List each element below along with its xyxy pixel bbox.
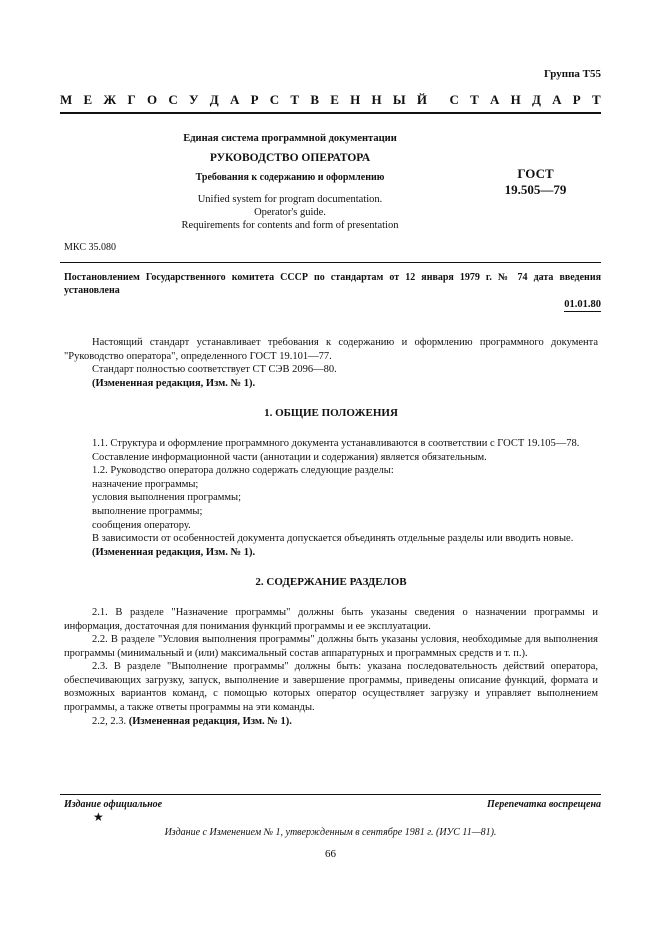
clause-refs: 2.2, 2.3. bbox=[92, 715, 127, 727]
banner-letter: Т bbox=[591, 92, 601, 107]
paragraph: Стандарт полностью соответствует СТ СЭВ 2096—80. bbox=[92, 364, 337, 376]
title-block bbox=[120, 133, 460, 232]
banner-letter: Е bbox=[83, 92, 93, 107]
body-text bbox=[64, 336, 598, 728]
banner-letter: Н bbox=[350, 92, 361, 107]
banner-letter: У bbox=[189, 92, 199, 107]
gost-code: 19.505—79 bbox=[504, 182, 567, 197]
banner-letter: А bbox=[489, 92, 500, 107]
banner-letter: С bbox=[269, 92, 280, 107]
list-item: выполнение программы; bbox=[92, 505, 203, 517]
list-item: сообщения оператору. bbox=[92, 519, 191, 531]
amendment-note: (Измененная редакция, Изм. № 1). bbox=[92, 377, 256, 389]
official-edition: Издание официальное bbox=[64, 799, 163, 810]
amendment-note: (Измененная редакция, Изм. № 1). bbox=[92, 546, 256, 558]
banner-letter: С bbox=[449, 92, 459, 107]
clause-2-1: 2.1. В разделе "Назначение программы" должны быть указаны сведения о назначении программы и информация, достаточная для понимания функций программы и ее эксплуатации. bbox=[64, 606, 598, 632]
banner-letter: О bbox=[147, 92, 158, 107]
banner-letter: Т bbox=[470, 92, 479, 107]
clause-1-2: 1.2. Руководство оператора должно содержать следующие разделы: bbox=[92, 465, 394, 477]
document-title: РУКОВОДСТВО ОПЕРАТОРА bbox=[209, 152, 371, 164]
paragraph: В зависимости от особенностей документа допускается объединять отдельные разделы или вводить новые. bbox=[92, 533, 574, 545]
banner-letter: Г bbox=[127, 92, 136, 107]
banner-letter: А bbox=[552, 92, 562, 107]
edition-note: Издание с Изменением № 1, утвержденным в сентябре 1981 г. (ИУС 11—81). bbox=[164, 827, 497, 838]
header-rule bbox=[60, 262, 601, 263]
banner-letter: Р bbox=[250, 92, 259, 107]
clause-2-3: 2.3. В разделе "Выполнение программы" должны быть: указана последовательность действий оператора, обеспечивающих загрузку, запуск, выполнение и завершение программы, приведены описание функций, формата и возможных вариантов команд, с помощью которых оператор осуществляет загрузку и управляет выполнением программы, а также ответы программы на эти команды. bbox=[64, 661, 598, 714]
amendment-note bbox=[64, 715, 598, 729]
system-name: Единая система программной документации bbox=[183, 133, 397, 144]
banner-letter: Ы bbox=[392, 92, 406, 107]
document-subtitle: Требования к содержанию и оформлению bbox=[195, 172, 385, 183]
banner-letter: Й bbox=[416, 92, 427, 107]
section-heading-2: 2. СОДЕРЖАНИЕ РАЗДЕЛОВ bbox=[255, 576, 407, 589]
gost-number bbox=[488, 166, 583, 198]
banner-letter: В bbox=[310, 92, 319, 107]
amendment-label: (Измененная редакция, Изм. № 1). bbox=[128, 715, 292, 727]
clause-2-2: 2.2. В разделе "Условия выполнения программы" должны быть указаны условия, необходимые для выполнения программы (минимальный и (или) максимальный состав аппаратурных и программных средств и т. п.). bbox=[64, 634, 598, 659]
banner-letter: С bbox=[168, 92, 178, 107]
banner-letter: М bbox=[60, 92, 73, 107]
list-item: назначение программы; bbox=[92, 478, 199, 490]
list-item: условия выполнения программы; bbox=[92, 492, 241, 504]
banner-rule bbox=[60, 112, 601, 114]
banner-letter: Р bbox=[572, 92, 581, 107]
banner-letter: Ж bbox=[103, 92, 117, 107]
english-title-3: Requirements for contents and form of presentation bbox=[181, 220, 399, 231]
clause-1-1: 1.1. Структура и оформление программного документа устанавливаются в соответствии с ГОСТ 19.105—78. bbox=[92, 437, 580, 449]
page-number: 66 bbox=[325, 848, 336, 860]
banner-letter: Н bbox=[371, 92, 382, 107]
decree-text: Постановлением Государственного комитета СССР по стандартам от 12 января 1979 г. № 74 дата введения установлена bbox=[64, 272, 601, 296]
intro-date: 01.01.80 bbox=[564, 299, 601, 310]
mks-code: МКС 35.080 bbox=[64, 242, 116, 253]
banner-letter: Н bbox=[510, 92, 521, 107]
reprint-prohibited: Перепечатка воспрещена bbox=[487, 799, 601, 810]
standard-banner bbox=[60, 92, 601, 108]
english-title-1: Unified system for program documentation. bbox=[197, 194, 383, 205]
star-icon: ★ bbox=[93, 810, 104, 824]
banner-letter: Т bbox=[290, 92, 300, 107]
banner-letter: Д bbox=[531, 92, 541, 107]
banner-letter: А bbox=[229, 92, 240, 107]
group-code: Группа Т55 bbox=[543, 68, 601, 80]
banner-letter: Д bbox=[209, 92, 219, 107]
footer-rule bbox=[60, 794, 601, 795]
paragraph: Составление информационной части (аннотации и содержания) является обязательным. bbox=[92, 451, 487, 463]
paragraph: Настоящий стандарт устанавливает требования к содержанию и оформлению программного документа "Руководство оператора", определенного ГОСТ 19.101—77. bbox=[64, 337, 598, 362]
gost-label: ГОСТ bbox=[517, 166, 554, 181]
section-heading-1: 1. ОБЩИЕ ПОЛОЖЕНИЯ bbox=[264, 407, 398, 420]
banner-letter: Е bbox=[330, 92, 339, 107]
english-title-2: Operator's guide. bbox=[254, 207, 326, 218]
